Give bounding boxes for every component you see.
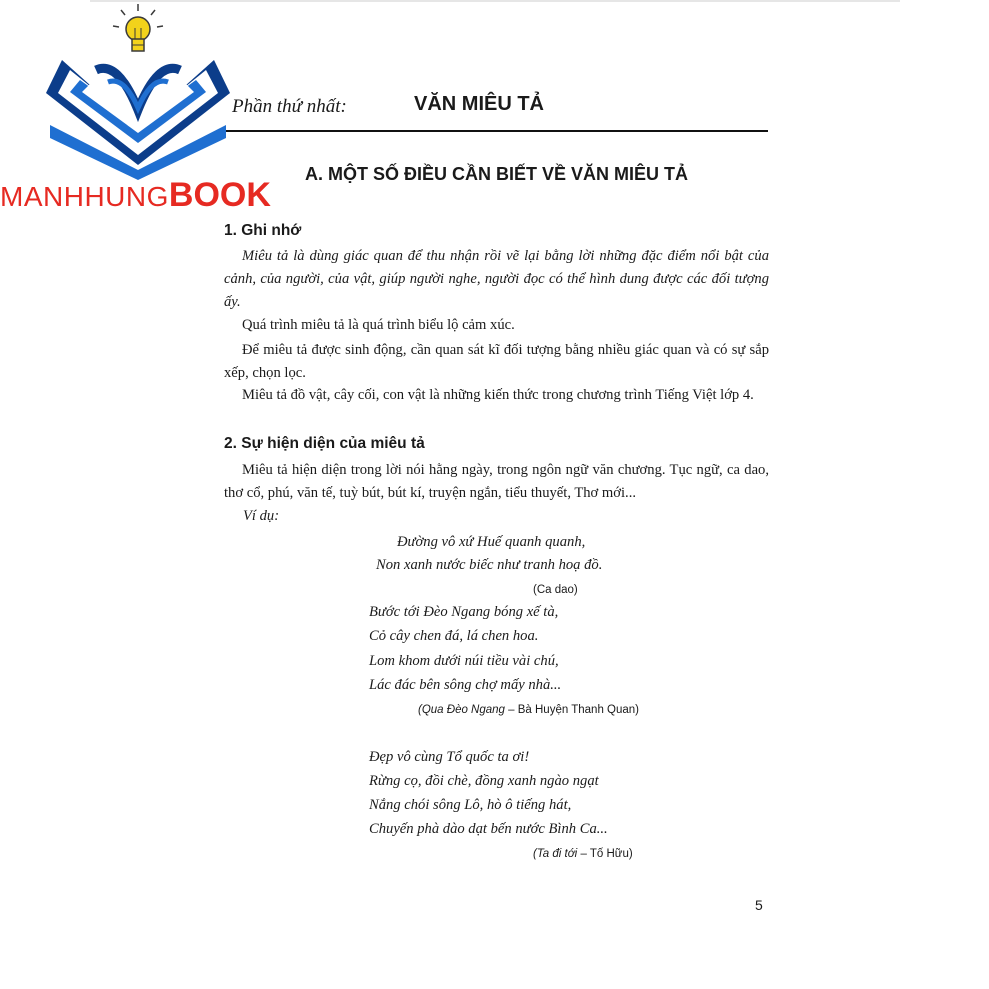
poem-citation — [418, 704, 639, 716]
poem-citation — [533, 848, 633, 860]
poem-line: Lom khom dưới núi tiều vài chú, — [369, 653, 559, 669]
poem-line: Lác đác bên sông chợ mấy nhà... — [369, 677, 562, 693]
section-title: A. MỘT SỐ ĐIỀU CẦN BIẾT VỀ VĂN MIÊU TẢ — [305, 164, 689, 184]
section-1-paragraph-4: Miêu tả đồ vật, cây cối, con vật là những kiến thức trong chương trình Tiếng Việt lớp 4. — [242, 387, 754, 403]
section-1-paragraph-3: Để miêu tả được sinh động, cần quan sát kĩ đối tượng bằng nhiều giác quan và có sự sắp xếp, chọn lọc. — [224, 342, 769, 381]
part-title: VĂN MIÊU TẢ — [414, 93, 544, 115]
poem-line: Đường vô xứ Huế quanh quanh, — [397, 534, 586, 550]
poem-citation-title: (Ta đi tới — [533, 848, 578, 860]
section-2-paragraph-1: Miêu tả hiện diện trong lời nói hằng ngày, trong ngôn ngữ văn chương. Tục ngữ, ca dao, thơ cổ, phú, văn tế, tuỳ bút, bút kí, truyện ngắn, tiểu thuyết, Thơ mới... — [224, 462, 769, 501]
poem-line: Non xanh nước biếc như tranh hoạ đồ. — [376, 557, 603, 573]
brand-name-part1: MANHHUNG — [0, 181, 169, 212]
section-2-heading: 2. Sự hiện diện của miêu tả — [224, 435, 425, 452]
part-label: Phần thứ nhất: — [232, 96, 347, 117]
poem-citation-author: – Tố Hữu) — [577, 848, 633, 860]
page-number: 5 — [755, 897, 763, 913]
poem-line: Đẹp vô cùng Tổ quốc ta ơi! — [369, 749, 530, 765]
section-1-paragraph-2: Quá trình miêu tả là quá trình biểu lộ cảm xúc. — [242, 317, 515, 333]
poem-line: Nắng chói sông Lô, hò ô tiếng hát, — [369, 797, 572, 813]
poem-citation: (Ca dao) — [533, 584, 578, 596]
poem-line: Rừng cọ, đồi chè, đồng xanh ngào ngạt — [369, 773, 599, 789]
poem-line: Cỏ cây chen đá, lá chen hoa. — [369, 628, 539, 644]
example-label: Ví dụ: — [243, 508, 280, 524]
header-divider — [226, 130, 768, 132]
poem-citation-author: – Bà Huyện Thanh Quan) — [504, 704, 639, 716]
section-1-paragraph-1: Miêu tả là dùng giác quan để thu nhận rồi vẽ lại bằng lời những đặc điểm nổi bật của cảnh, của người, của vật, giúp người nghe, người đọc có thể hình dung được các đối tượng ấy. — [224, 248, 769, 310]
brand-name — [0, 176, 271, 215]
poem-line: Chuyến phà dào dạt bến nước Bình Ca... — [369, 821, 608, 837]
brand-name-part2: BOOK — [168, 176, 271, 214]
poem-citation-title: (Qua Đèo Ngang — [418, 704, 505, 716]
lightbulb-icon — [113, 4, 163, 51]
open-book-icon — [0, 0, 300, 180]
poem-line: Bước tới Đèo Ngang bóng xế tà, — [369, 604, 559, 620]
section-1-heading: 1. Ghi nhớ — [224, 222, 302, 239]
